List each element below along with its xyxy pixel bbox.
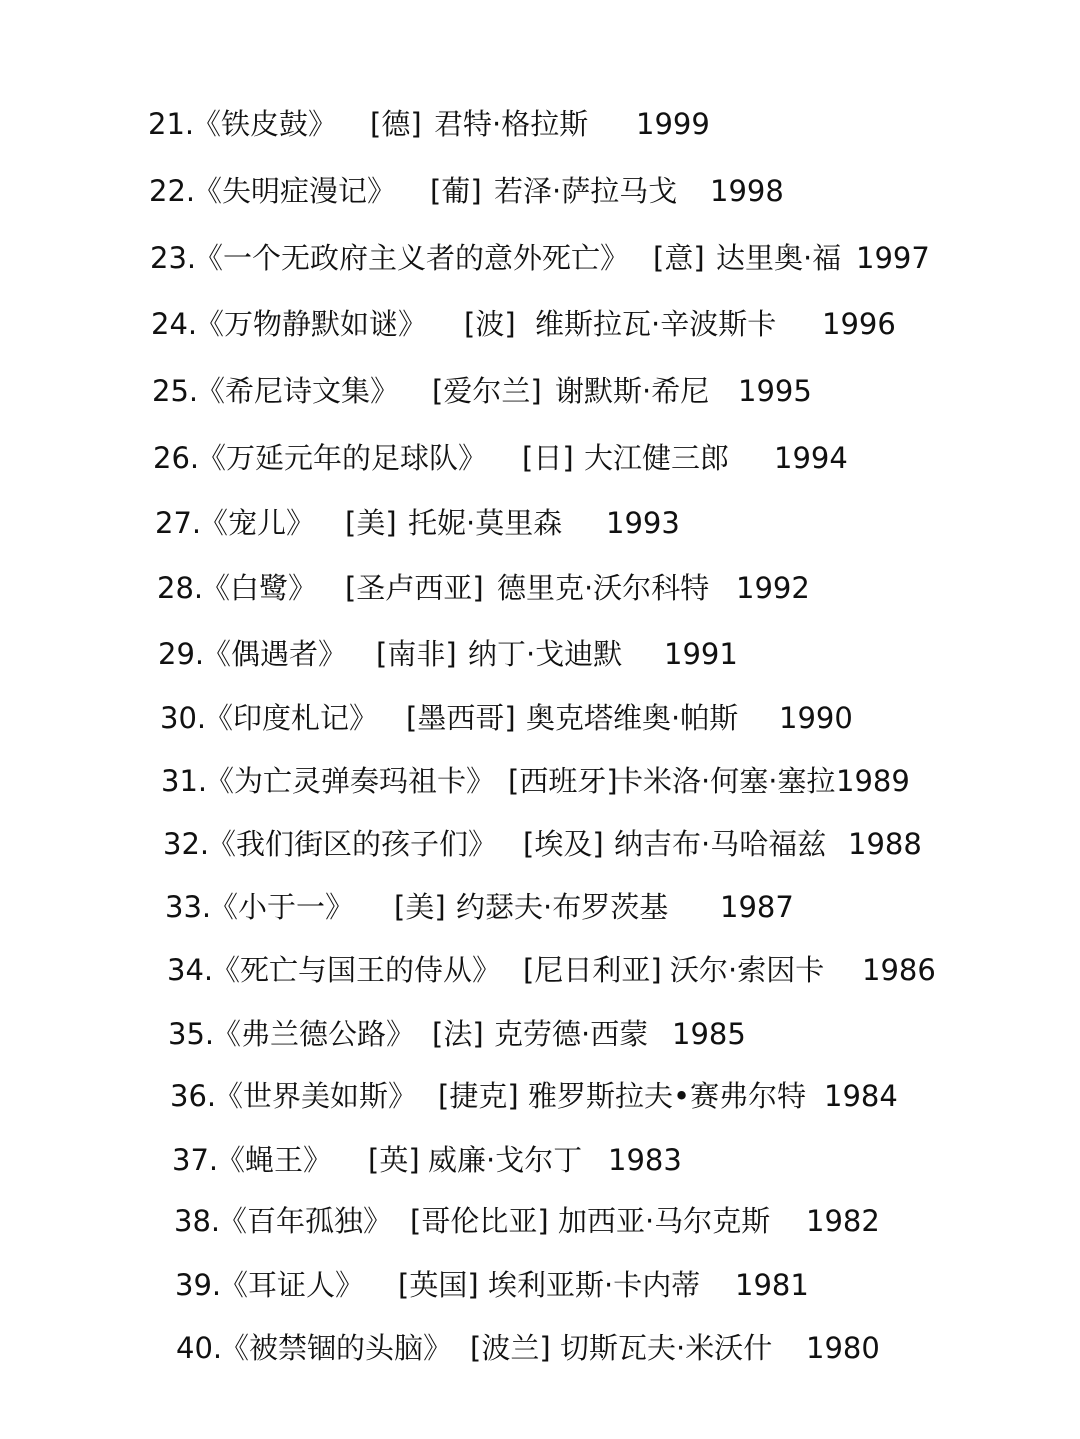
book-title: 《被禁锢的头脑》: [220, 1331, 453, 1365]
award-year: 1990: [779, 701, 853, 735]
entry-number: 36.: [170, 1079, 217, 1113]
author-name: 维斯拉瓦·辛波斯卡: [535, 307, 777, 341]
author-country: [尼日利亚]: [523, 953, 662, 987]
award-year: 1994: [774, 441, 848, 475]
author-country: [南非]: [376, 637, 457, 671]
author-name: 克劳德·西蒙: [494, 1017, 649, 1051]
award-year: 1997: [856, 241, 930, 275]
book-title: 《宠儿》: [199, 506, 316, 540]
book-title: 《世界美如斯》: [214, 1079, 418, 1113]
author-name: 埃利亚斯·卡内蒂: [488, 1268, 701, 1302]
entry-number: 24.: [151, 307, 198, 341]
award-year: 1989: [836, 764, 910, 798]
book-title: 《万延元年的足球队》: [197, 441, 488, 475]
author-name: 谢默斯·希尼: [555, 374, 710, 408]
author-country: [美]: [394, 890, 446, 924]
award-year: 1991: [664, 637, 738, 671]
author-country: [波]: [464, 307, 516, 341]
entry-number: 40.: [176, 1331, 223, 1365]
entry-number: 25.: [152, 374, 199, 408]
award-year: 1993: [606, 506, 680, 540]
entry-number: 35.: [168, 1017, 215, 1051]
author-name: 切斯瓦夫·米沃什: [560, 1331, 773, 1365]
award-year: 1998: [710, 174, 784, 208]
author-name: 沃尔·索因卡: [670, 953, 825, 987]
award-year: 1985: [672, 1017, 746, 1051]
award-year: 1981: [735, 1268, 809, 1302]
author-name: 托妮·莫里森: [408, 506, 563, 540]
entry-number: 34.: [167, 953, 214, 987]
entry-number: 27.: [155, 506, 202, 540]
author-country: [捷克]: [438, 1079, 519, 1113]
author-name: 约瑟夫·布罗茨基: [456, 890, 669, 924]
book-title: 《耳证人》: [219, 1268, 365, 1302]
book-title: 《失明症漫记》: [193, 174, 397, 208]
author-country: [意]: [653, 241, 705, 275]
entry-number: 39.: [175, 1268, 222, 1302]
author-name: 卡米洛·何塞·塞拉: [614, 764, 836, 798]
book-title: 《弗兰德公路》: [212, 1017, 416, 1051]
author-name: 君特·格拉斯: [434, 107, 589, 141]
author-country: [葡]: [430, 174, 482, 208]
author-country: [美]: [345, 506, 397, 540]
award-year: 1992: [736, 571, 810, 605]
author-country: [西班牙]: [508, 764, 618, 798]
entry-number: 37.: [172, 1143, 219, 1177]
book-title: 《一个无政府主义者的意外死亡》: [194, 241, 630, 275]
book-title: 《白鹭》: [201, 571, 318, 605]
award-year: 1986: [862, 953, 936, 987]
author-name: 纳吉布·马哈福兹: [614, 827, 827, 861]
award-year: 1996: [822, 307, 896, 341]
book-title: 《希尼诗文集》: [196, 374, 400, 408]
book-title: 《死亡与国王的侍从》: [211, 953, 502, 987]
book-title: 《印度札记》: [204, 701, 379, 735]
author-name: 雅罗斯拉夫•赛弗尔特: [528, 1079, 807, 1113]
entry-number: 30.: [160, 701, 207, 735]
entry-number: 28.: [157, 571, 204, 605]
author-name: 威廉·戈尔丁: [428, 1143, 583, 1177]
author-name: 奥克塔维奥·帕斯: [526, 701, 739, 735]
award-year: 1987: [720, 890, 794, 924]
author-name: 加西亚·马尔克斯: [558, 1204, 771, 1238]
award-year: 1988: [848, 827, 922, 861]
author-name: 纳丁·戈迪默: [468, 637, 623, 671]
book-title: 《我们街区的孩子们》: [207, 827, 498, 861]
award-year: 1980: [806, 1331, 880, 1365]
book-title: 《蝇王》: [216, 1143, 333, 1177]
author-country: [墨西哥]: [406, 701, 516, 735]
author-country: [德]: [370, 107, 422, 141]
book-title: 《百年孤独》: [218, 1204, 393, 1238]
award-year: 1995: [738, 374, 812, 408]
entry-number: 22.: [149, 174, 196, 208]
entry-number: 26.: [153, 441, 200, 475]
author-country: [法]: [432, 1017, 484, 1051]
author-country: [埃及]: [523, 827, 604, 861]
award-year: 1984: [824, 1079, 898, 1113]
author-name: 大江健三郎: [584, 441, 730, 475]
author-name: 德里克·沃尔科特: [497, 571, 710, 605]
book-title: 《偶遇者》: [202, 637, 348, 671]
award-year: 1983: [608, 1143, 682, 1177]
author-name: 若泽·萨拉马戈: [494, 174, 678, 208]
author-name: 达里奥·福: [716, 241, 842, 275]
author-country: [哥伦比亚]: [410, 1204, 549, 1238]
book-title: 《小于一》: [209, 890, 355, 924]
entry-number: 29.: [158, 637, 205, 671]
entry-number: 31.: [161, 764, 208, 798]
author-country: [圣卢西亚]: [345, 571, 484, 605]
entry-number: 38.: [174, 1204, 221, 1238]
entry-number: 33.: [165, 890, 212, 924]
author-country: [英]: [368, 1143, 420, 1177]
book-title: 《为亡灵弹奏玛祖卡》: [205, 764, 496, 798]
author-country: [英国]: [398, 1268, 479, 1302]
award-year: 1999: [636, 107, 710, 141]
entry-number: 21.: [148, 107, 195, 141]
entry-number: 32.: [163, 827, 210, 861]
award-year: 1982: [806, 1204, 880, 1238]
author-country: [日]: [522, 441, 574, 475]
book-title: 《万物静默如谜》: [195, 307, 428, 341]
author-country: [爱尔兰]: [432, 374, 542, 408]
book-title: 《铁皮鼓》: [192, 107, 338, 141]
entry-number: 23.: [150, 241, 197, 275]
author-country: [波兰]: [470, 1331, 551, 1365]
